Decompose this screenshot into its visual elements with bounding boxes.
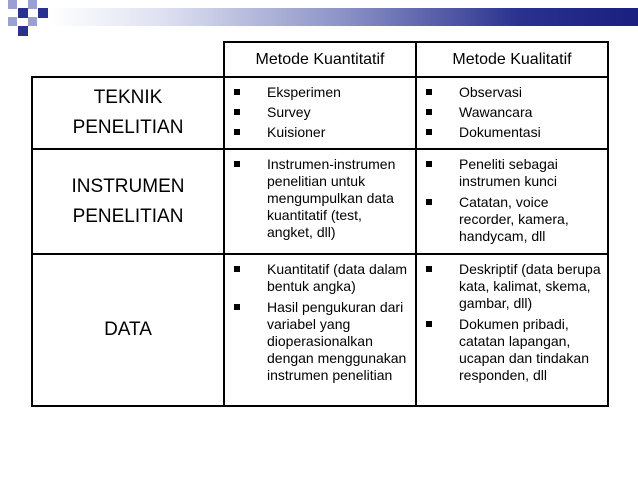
square-bullet-icon bbox=[426, 161, 432, 167]
square-bullet-icon bbox=[426, 321, 432, 327]
row-label-instrumen bbox=[32, 149, 224, 254]
header-row bbox=[32, 42, 608, 77]
list-item: Dokumen pribadi, catatan lapangan, ucapan dan tindakan responden, dll bbox=[417, 316, 607, 384]
square-bullet-icon bbox=[426, 109, 432, 115]
square-bullet-icon bbox=[234, 89, 240, 95]
square-bullet-icon bbox=[234, 266, 240, 272]
header-decoration bbox=[0, 0, 638, 40]
list-item: Catatan, voice recorder, kamera, handycam, dll bbox=[417, 194, 607, 245]
square-bullet-icon bbox=[234, 129, 240, 135]
list-item: Instrumen-instrumen penelitian untuk mengumpulkan data kuantitatif (test, angket, dll) bbox=[225, 156, 415, 241]
square-bullet-icon bbox=[234, 161, 240, 167]
corner-cell bbox=[32, 42, 224, 77]
comparison-table bbox=[31, 41, 609, 407]
square-bullet-icon bbox=[426, 89, 432, 95]
header-gradient-bar bbox=[50, 8, 638, 26]
column-header-qualitative: Metode Kualitatif bbox=[416, 42, 608, 77]
cell-instrumen-qualitative bbox=[416, 149, 608, 254]
square-bullet-icon bbox=[426, 129, 432, 135]
cell-data-quantitative bbox=[224, 254, 416, 406]
square-bullet-icon bbox=[234, 109, 240, 115]
list-item: Peneliti sebagai instrumen kunci bbox=[417, 156, 607, 190]
list-item: Observasi bbox=[417, 84, 607, 101]
square-bullet-icon bbox=[426, 266, 432, 272]
row-label-line: PENELITIAN bbox=[72, 205, 184, 227]
column-header-quantitative: Metode Kuantitatif bbox=[224, 42, 416, 77]
row-label-line: PENELITIAN bbox=[72, 117, 184, 138]
list-item: Dokumentasi bbox=[417, 124, 607, 141]
row-label-line: DATA bbox=[104, 319, 152, 340]
table-row bbox=[32, 254, 608, 406]
cell-teknik-qualitative bbox=[416, 77, 608, 149]
deco-square bbox=[8, 0, 17, 9]
square-bullet-icon bbox=[234, 304, 240, 310]
list-item: Wawancara bbox=[417, 104, 607, 121]
deco-square bbox=[28, 0, 37, 9]
list-item: Survey bbox=[225, 104, 415, 121]
row-label-line: TEKNIK bbox=[93, 87, 163, 108]
list-item: Deskriptif (data berupa kata, kalimat, skema, gambar, dll) bbox=[417, 261, 607, 312]
table-row bbox=[32, 149, 608, 254]
cell-instrumen-quantitative bbox=[224, 149, 416, 254]
list-item: Kuisioner bbox=[225, 124, 415, 141]
table-row bbox=[32, 77, 608, 149]
row-label-teknik bbox=[32, 77, 224, 149]
list-item: Hasil pengukuran dari variabel yang dioperasionalkan dengan menggunakan instrumen penelitian bbox=[225, 299, 415, 384]
deco-square bbox=[28, 17, 37, 26]
deco-square bbox=[38, 8, 48, 18]
cell-teknik-quantitative bbox=[224, 77, 416, 149]
deco-square bbox=[8, 17, 17, 26]
deco-square bbox=[18, 26, 28, 36]
list-item: Kuantitatif (data dalam bentuk angka) bbox=[225, 261, 415, 295]
list-item: Eksperimen bbox=[225, 84, 415, 101]
square-bullet-icon bbox=[426, 199, 432, 205]
row-label-line: INSTRUMEN bbox=[71, 175, 185, 197]
row-label-data bbox=[32, 254, 224, 406]
cell-data-qualitative bbox=[416, 254, 608, 406]
deco-square bbox=[18, 8, 28, 18]
